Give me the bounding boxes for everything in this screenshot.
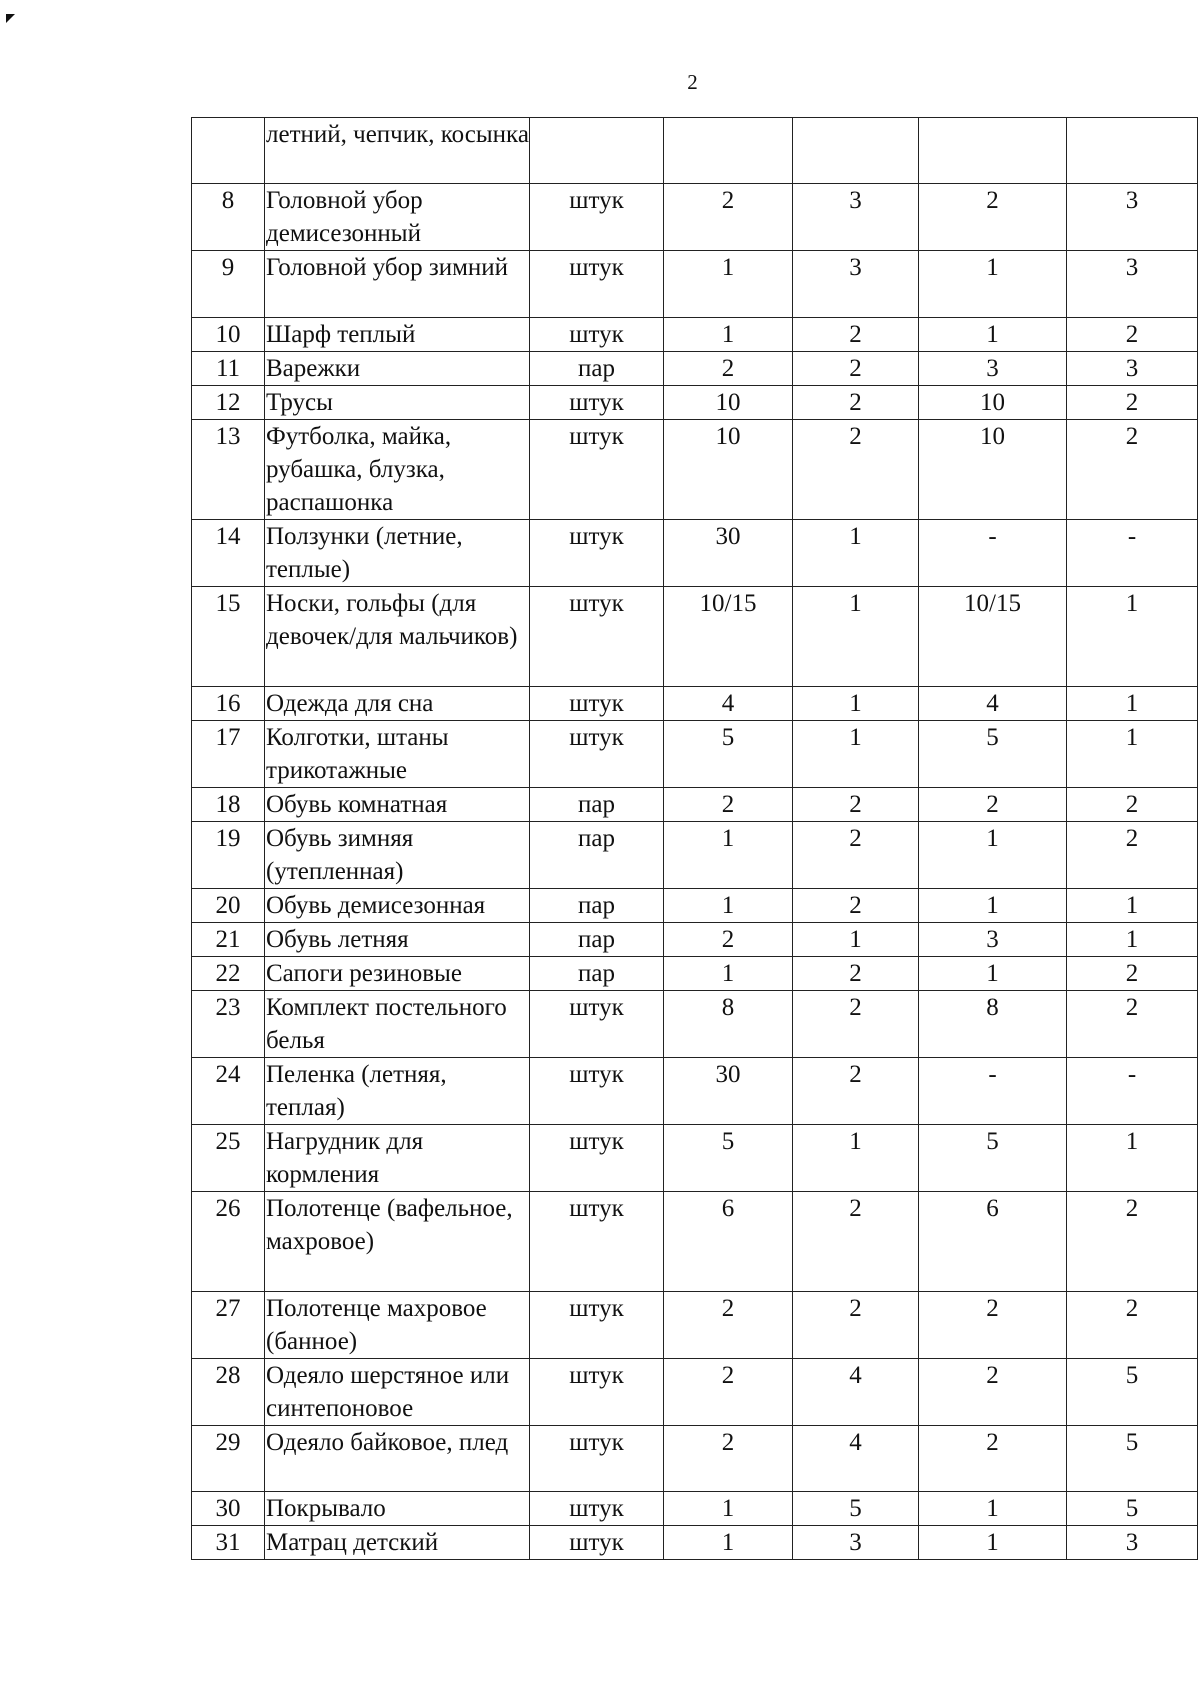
item-name: Сапоги резиновые [265,957,530,991]
value-col-2: 3 [793,251,919,318]
value-col-2: 2 [793,318,919,352]
value-col-2: 1 [793,687,919,721]
row-number: 9 [192,251,265,318]
unit-of-measure: штук [530,184,664,251]
unit-of-measure: штук [530,1426,664,1492]
row-number: 28 [192,1359,265,1426]
item-name: Нагрудник для кормления [265,1125,530,1192]
unit-of-measure: штук [530,420,664,520]
row-number: 23 [192,991,265,1058]
item-name: Головной убор зимний [265,251,530,318]
value-col-2: 1 [793,1125,919,1192]
table-row [192,318,1198,352]
unit-of-measure: пар [530,923,664,957]
value-col-1: 2 [664,1426,793,1492]
row-number: 21 [192,923,265,957]
value-col-4: 3 [1067,352,1198,386]
value-col-1: 1 [664,1492,793,1526]
item-name: Обувь комнатная [265,788,530,822]
value-col-1: 6 [664,1192,793,1292]
item-name: Колготки, штаны трикотажные [265,721,530,788]
page-number: 2 [687,70,698,94]
table-row [192,386,1198,420]
value-col-4 [1067,118,1198,184]
value-col-1: 1 [664,822,793,889]
value-col-4: 1 [1067,1125,1198,1192]
value-col-2: 2 [793,1292,919,1359]
value-col-2: 2 [793,352,919,386]
item-name: Комплект постельного белья [265,991,530,1058]
value-col-2: 2 [793,1058,919,1125]
value-col-4: 3 [1067,184,1198,251]
value-col-1: 1 [664,318,793,352]
value-col-4: 1 [1067,923,1198,957]
value-col-4: - [1067,1058,1198,1125]
item-name: Обувь демисезонная [265,889,530,923]
row-number: 29 [192,1426,265,1492]
value-col-3: 5 [919,1125,1067,1192]
value-col-4: 2 [1067,1192,1198,1292]
value-col-4: 5 [1067,1492,1198,1526]
value-col-1: 30 [664,1058,793,1125]
unit-of-measure: штук [530,520,664,587]
row-number: 10 [192,318,265,352]
unit-of-measure: штук [530,1359,664,1426]
value-col-1: 5 [664,721,793,788]
unit-of-measure: штук [530,1192,664,1292]
value-col-3: 10 [919,420,1067,520]
value-col-2: 4 [793,1426,919,1492]
value-col-3: 10/15 [919,587,1067,687]
item-name: Ползунки (летние, теплые) [265,520,530,587]
unit-of-measure: штук [530,991,664,1058]
row-number: 13 [192,420,265,520]
value-col-4: 2 [1067,1292,1198,1359]
value-col-1: 1 [664,889,793,923]
table-row [192,520,1198,587]
value-col-1: 2 [664,352,793,386]
table-row [192,1125,1198,1192]
value-col-4: 2 [1067,386,1198,420]
table-row [192,587,1198,687]
row-number: 16 [192,687,265,721]
scan-corner-mark [6,14,15,23]
table-row [192,822,1198,889]
table-row [192,889,1198,923]
row-number: 8 [192,184,265,251]
value-col-1: 10 [664,386,793,420]
item-name: Одеяло байковое, плед [265,1426,530,1492]
unit-of-measure: пар [530,352,664,386]
value-col-2: 2 [793,822,919,889]
value-col-1: 30 [664,520,793,587]
value-col-2: 4 [793,1359,919,1426]
supply-norms-table [191,117,1198,1560]
value-col-3: 4 [919,687,1067,721]
value-col-2: 3 [793,1526,919,1560]
unit-of-measure: пар [530,889,664,923]
value-col-1: 1 [664,251,793,318]
unit-of-measure: штук [530,318,664,352]
row-number: 20 [192,889,265,923]
row-number: 30 [192,1492,265,1526]
value-col-1: 2 [664,923,793,957]
value-col-1: 1 [664,957,793,991]
row-number: 24 [192,1058,265,1125]
value-col-4: 2 [1067,420,1198,520]
value-col-3: 3 [919,352,1067,386]
unit-of-measure: штук [530,1058,664,1125]
item-name: Футболка, майка, рубашка, блузка, распашонка [265,420,530,520]
value-col-4: 2 [1067,788,1198,822]
row-number: 15 [192,587,265,687]
unit-of-measure: пар [530,957,664,991]
value-col-3: 5 [919,721,1067,788]
value-col-1: 10 [664,420,793,520]
unit-of-measure: штук [530,1526,664,1560]
unit-of-measure: штук [530,251,664,318]
table-row [192,1192,1198,1292]
value-col-2: 2 [793,386,919,420]
value-col-1: 5 [664,1125,793,1192]
value-col-2: 2 [793,957,919,991]
table-row [192,1359,1198,1426]
value-col-3: 1 [919,822,1067,889]
item-name: Матрац детский [265,1526,530,1560]
value-col-3: 2 [919,184,1067,251]
value-col-3: 1 [919,1526,1067,1560]
value-col-2: 5 [793,1492,919,1526]
item-name: Обувь зимняя (утепленная) [265,822,530,889]
row-number: 17 [192,721,265,788]
value-col-2: 2 [793,788,919,822]
item-name: Варежки [265,352,530,386]
item-name: Трусы [265,386,530,420]
value-col-3: 6 [919,1192,1067,1292]
value-col-3: 2 [919,1359,1067,1426]
table-row [192,420,1198,520]
value-col-3: - [919,520,1067,587]
item-name: летний, чепчик, косынка [265,118,530,184]
row-number: 18 [192,788,265,822]
value-col-1: 2 [664,184,793,251]
value-col-4: 2 [1067,957,1198,991]
item-name: Шарф теплый [265,318,530,352]
table-row [192,1292,1198,1359]
row-number: 27 [192,1292,265,1359]
item-name: Полотенце (вафельное, махровое) [265,1192,530,1292]
value-col-1: 1 [664,1526,793,1560]
table-row [192,1526,1198,1560]
unit-of-measure: штук [530,1292,664,1359]
table-row [192,184,1198,251]
value-col-3: 10 [919,386,1067,420]
row-number: 19 [192,822,265,889]
item-name: Носки, гольфы (для девочек/для мальчиков) [265,587,530,687]
value-col-1: 8 [664,991,793,1058]
value-col-2 [793,118,919,184]
table-row [192,991,1198,1058]
value-col-2: 2 [793,991,919,1058]
table-row [192,788,1198,822]
value-col-1: 4 [664,687,793,721]
value-col-3: 1 [919,318,1067,352]
item-name: Обувь летняя [265,923,530,957]
value-col-3: - [919,1058,1067,1125]
unit-of-measure: пар [530,822,664,889]
value-col-3: 1 [919,957,1067,991]
value-col-3: 1 [919,1492,1067,1526]
value-col-4: 3 [1067,1526,1198,1560]
value-col-2: 1 [793,721,919,788]
unit-of-measure: штук [530,687,664,721]
table-body [192,118,1198,1560]
unit-of-measure: штук [530,587,664,687]
row-number: 26 [192,1192,265,1292]
item-name: Головной убор демисезонный [265,184,530,251]
value-col-4: 3 [1067,251,1198,318]
value-col-4: 5 [1067,1426,1198,1492]
value-col-2: 2 [793,889,919,923]
value-col-2: 3 [793,184,919,251]
value-col-4: 5 [1067,1359,1198,1426]
table-row [192,923,1198,957]
value-col-2: 1 [793,587,919,687]
value-col-3: 8 [919,991,1067,1058]
value-col-4: 2 [1067,991,1198,1058]
unit-of-measure [530,118,664,184]
table-row [192,721,1198,788]
table-row [192,352,1198,386]
unit-of-measure: пар [530,788,664,822]
row-number: 11 [192,352,265,386]
unit-of-measure: штук [530,1125,664,1192]
item-name: Пеленка (летняя, теплая) [265,1058,530,1125]
row-number: 22 [192,957,265,991]
value-col-1: 2 [664,788,793,822]
value-col-2: 1 [793,923,919,957]
value-col-4: 2 [1067,822,1198,889]
unit-of-measure: штук [530,1492,664,1526]
value-col-1: 10/15 [664,587,793,687]
item-name: Одеяло шерстяное или синтепоновое [265,1359,530,1426]
row-number: 12 [192,386,265,420]
table-row [192,118,1198,184]
row-number: 31 [192,1526,265,1560]
value-col-4: 1 [1067,687,1198,721]
item-name: Полотенце махровое (банное) [265,1292,530,1359]
value-col-1: 2 [664,1292,793,1359]
value-col-4: 2 [1067,318,1198,352]
unit-of-measure: штук [530,721,664,788]
row-number: 25 [192,1125,265,1192]
value-col-1: 2 [664,1359,793,1426]
table-row [192,1058,1198,1125]
value-col-3 [919,118,1067,184]
value-col-4: 1 [1067,889,1198,923]
item-name: Одежда для сна [265,687,530,721]
value-col-3: 2 [919,1292,1067,1359]
value-col-2: 1 [793,520,919,587]
value-col-2: 2 [793,1192,919,1292]
value-col-3: 1 [919,889,1067,923]
table-row [192,1426,1198,1492]
value-col-3: 2 [919,788,1067,822]
value-col-3: 1 [919,251,1067,318]
value-col-2: 2 [793,420,919,520]
value-col-3: 2 [919,1426,1067,1492]
table-row [192,687,1198,721]
table-row [192,957,1198,991]
unit-of-measure: штук [530,386,664,420]
value-col-4: 1 [1067,587,1198,687]
value-col-4: 1 [1067,721,1198,788]
item-name: Покрывало [265,1492,530,1526]
row-number [192,118,265,184]
value-col-1 [664,118,793,184]
table-row [192,1492,1198,1526]
value-col-3: 3 [919,923,1067,957]
value-col-4: - [1067,520,1198,587]
row-number: 14 [192,520,265,587]
table-row [192,251,1198,318]
